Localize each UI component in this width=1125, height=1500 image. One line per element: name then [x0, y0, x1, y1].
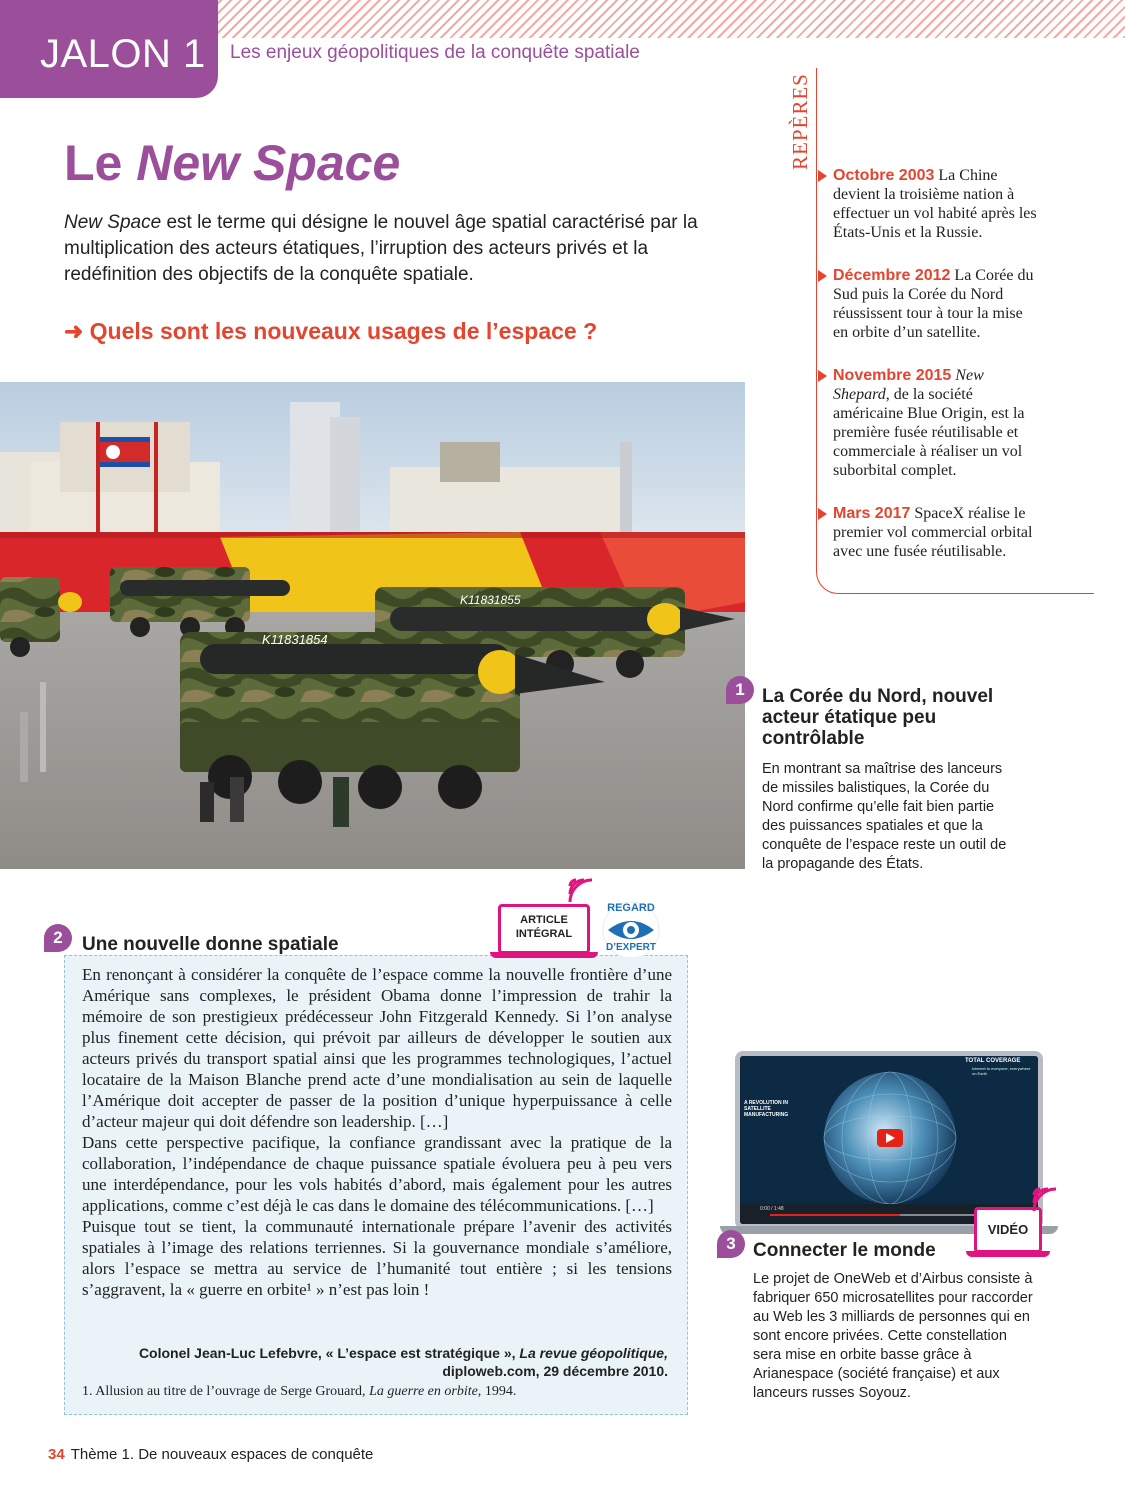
- regard-label-bottom: D’EXPERT: [605, 942, 656, 953]
- doc1-caption: En montrant sa maîtrise des lanceurs de missiles balistiques, la Corée du Nord confirme qu’elle fait bien partie des puissances spatiales et que la conquête de l’espace reste un outil de la propagande des États.: [762, 761, 1007, 872]
- doc-number-badge: 3: [717, 1230, 745, 1258]
- page-title: Le New Space: [64, 135, 401, 191]
- doc2-source: Colonel Jean-Luc Lefebvre, « L’espace est stratégique », La revue géopolitique, diploweb.com, 29 décembre 2010.: [138, 1345, 668, 1379]
- video-label-left: A REVOLUTION IN SATELLITE MANUFACTURING: [744, 1100, 789, 1118]
- page-number: 34: [48, 1446, 65, 1463]
- article-integral-badge[interactable]: ARTICLE INTÉGRAL: [498, 904, 590, 954]
- video-badge[interactable]: VIDÉO: [974, 1207, 1042, 1253]
- footer-theme: Thème 1. De nouveaux espaces de conquête: [70, 1446, 374, 1463]
- doc3-caption: Le projet de OneWeb et d’Airbus consiste à fabriquer 650 microsatellites pour raccorder au Web les 3 milliards de personnes qui en sont encore privées. Cette constellation sera mise en orbite basse grâce à Arianespace (société française) et aux lanceurs russes Soyouz.: [753, 1271, 1033, 1401]
- signal-icon: [1030, 1185, 1062, 1215]
- video-label-right: TOTAL COVERAGE: [965, 1058, 1021, 1064]
- repere-item: Mars 2017 SpaceX réalise le premier vol commercial orbital avec une fusée réutilisable.: [833, 505, 1033, 560]
- repere-item: Décembre 2012 La Corée du Sud puis la Corée du Nord réussissent tour à tour la mise en orbite d’un satellite.: [833, 267, 1034, 341]
- doc2-paragraph: Puisque tout se tient, la communauté internationale prépare l’avenir des activités spatiales à l’image des relations terriennes. Si la gouvernance mondiale s’améliore, alors l’espace se mettra au service de l’humanité tout entière ; si les tensions s’aggravent, la « guerre en orbite¹ » n’est pas loin !: [82, 1217, 672, 1299]
- repere-item: Octobre 2003 La Chine devient la troisième nation à effectuer un vol habité après les États-Unis et la Russie.: [833, 167, 1037, 241]
- reperes-title: REPÈRES: [788, 73, 812, 170]
- arrow-icon: [818, 370, 827, 382]
- doc-number-badge: 1: [726, 676, 754, 704]
- jalon-label: JALON 1: [40, 32, 206, 76]
- signal-icon: [566, 876, 598, 906]
- header-hatch: [200, 0, 1125, 38]
- doc2-body: [82, 964, 672, 1300]
- doc3-title: Connecter le monde: [753, 1240, 936, 1261]
- page-footer: [48, 1446, 373, 1463]
- doc2-footnote: 1. Allusion au titre de l’ouvrage de Serge Grouard, La guerre en orbite, 1994.: [82, 1384, 517, 1399]
- doc2-paragraph: En renonçant à considérer la conquête de l’espace comme la nouvelle frontière d’une Amérique sans complexes, le président Obama donne l’impression de trahir la mémoire de son prestigieux prédécesseur John Fitzgerald Kennedy. Si l’on analyse plus finement cette décision, qui prévoit par ailleurs de développer le soutien aux acteurs privés du transport spatial ainsi que les programmes technologiques, l’actuel locataire de la Maison Blanche prend acte d’une mondialisation au sein de laquelle l’Amérique doit accepter de passer de la position d’unique hyperpuissance à celle d’acteur majeur qui doit défendre son leadership. […]: [82, 965, 672, 1131]
- intro-text: New Space est le terme qui désigne le nouvel âge spatial caractérisé par la multiplication des acteurs étatiques, l’irruption des acteurs privés et la redéfinition des objectifs de la conquête spatiale.: [64, 212, 698, 285]
- doc1-title: La Corée du Nord, nouvel acteur étatique peu contrôlable: [762, 686, 994, 749]
- parade-photo: [0, 382, 745, 869]
- repere-item: Novembre 2015 New Shepard, de la société américaine Blue Origin, est la première fusée réutilisable et commerciale à réaliser un vol suborbital complet.: [833, 367, 1025, 479]
- video-time: 0:00 / 1:48: [760, 1206, 784, 1212]
- header-subtitle: Les enjeux géopolitiques de la conquête spatiale: [230, 42, 640, 63]
- doc2-title: Une nouvelle donne spatiale: [82, 934, 339, 955]
- arrow-icon: [818, 170, 827, 182]
- jalon-tab: [0, 0, 218, 98]
- regard-label-top: REGARD: [607, 902, 655, 914]
- arrow-icon: [818, 270, 827, 282]
- parade-illustration: [0, 382, 745, 869]
- laptop-base-icon: [490, 952, 598, 958]
- video-screen[interactable]: [740, 1056, 1038, 1224]
- video-label-right-sub: Internet to everyone, everywhere on Earth: [972, 1066, 1031, 1076]
- problem-question: ➜ Quels sont les nouveaux usages de l’espace ?: [64, 318, 598, 344]
- video-player[interactable]: [735, 1051, 1043, 1229]
- laptop-base-icon: [966, 1251, 1050, 1257]
- missile-code: K11831855: [460, 593, 521, 607]
- video-thumbnail: [740, 1056, 1038, 1224]
- arrow-icon: [818, 508, 827, 520]
- missile-code: K11831854: [262, 632, 328, 647]
- doc2-paragraph: Dans cette perspective pacifique, la confiance grandissant avec la pratique de la collaboration, l’indépendance de chaque puissance spatiale évoluera peu à peu vers une interdépendance, pour les vols habités d’abord, mais également pour les autres applications, comme c’est déjà le cas dans le domaine des télécommunications. […]: [82, 1133, 672, 1215]
- doc-number-badge: 2: [44, 924, 72, 952]
